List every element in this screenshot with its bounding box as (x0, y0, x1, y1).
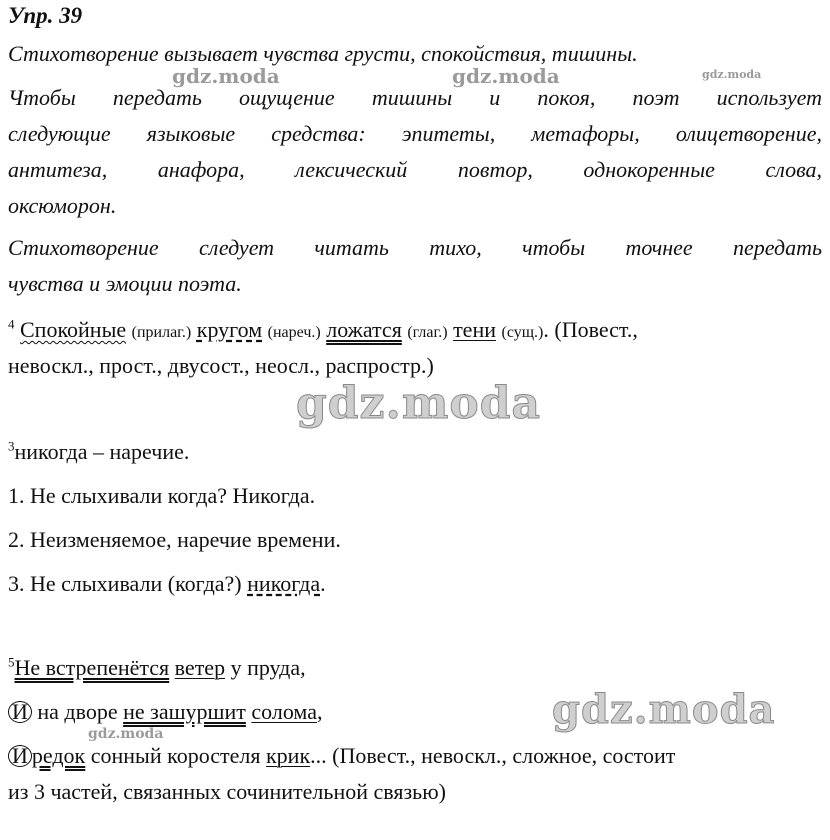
word-analysis-title: никогда – наречие. (14, 439, 190, 464)
predicate-words: Не встрепенётся (14, 655, 170, 680)
footnote-number: 3 (8, 438, 15, 454)
analysis-5-line-1 (8, 654, 306, 682)
subject-word: крик (265, 743, 311, 768)
pos-tag: (прилаг.) (131, 324, 192, 341)
paragraph-means-line-2: следующие языковые средства: эпитеты, метафоры, олицетворение, (8, 121, 822, 146)
sentence-characteristics: ... (Повест., невоскл., сложное, состоит (310, 743, 676, 768)
paragraph-feelings: Стихотворение вызывает чувства грусти, спокойствия, тишины. (8, 41, 638, 66)
verb-word: ложатся (326, 317, 402, 342)
analysis-3-item-1: 1. Не слыхивали когда? Никогда. (8, 483, 316, 508)
footnote-number: 5 (8, 654, 15, 670)
subject-word: солома (251, 699, 317, 724)
analysis-4-line-1 (8, 316, 638, 347)
pos-tag: (нареч.) (267, 324, 321, 341)
watermark: gdz.moda (452, 64, 560, 88)
sentence-characteristics: . (Повест., (543, 317, 638, 342)
watermark: gdz.moda (296, 378, 542, 429)
watermark: gdz.moda (88, 726, 164, 742)
paragraph-means-line-3: антитеза, анафора, лексический повтор, однокоренные слова, (8, 157, 822, 182)
item-text: 3. Не слыхивали (когда?) (8, 571, 248, 596)
analysis-3-item-2: 2. Неизменяемое, наречие времени. (8, 527, 341, 552)
analysis-4-line-2: невоскл., прост., двусост., неосл., распростр.) (8, 353, 434, 378)
paragraph-reading-line-1: Стихотворение следует читать тихо, чтобы точнее передать (8, 235, 822, 260)
adverb-word: никогда (247, 571, 321, 596)
predicate-word: редок (31, 743, 86, 768)
adverb-word: кругом (196, 317, 263, 342)
analysis-5-line-3 (8, 742, 675, 770)
footnote-number: 4 (8, 316, 15, 332)
subject-word: ветер (174, 655, 226, 680)
pos-tag: (глаг.) (407, 324, 448, 341)
line-text: у пруда, (230, 655, 306, 680)
line-text: сонный коростеля (85, 743, 266, 768)
analysis-3-item-3 (8, 570, 326, 598)
noun-word: тени (453, 317, 496, 342)
analysis-3-head (8, 438, 189, 466)
exercise-title: Упр. 39 (8, 3, 83, 28)
item-text: . (320, 571, 326, 596)
paragraph-means-line-4: оксюморон. (8, 193, 117, 218)
line-text: на дворе (31, 699, 124, 724)
paragraph-means-line-1: Чтобы передать ощущение тишины и покоя, поэт использует (8, 85, 822, 110)
conjunction-circle: И (8, 745, 32, 767)
adjective-word: Спокойные (20, 317, 127, 342)
pos-tag: (сущ.) (501, 324, 544, 341)
paragraph-reading-line-2: чувства и эмоции поэта. (8, 271, 242, 296)
predicate-words: не зашуршит (123, 699, 246, 724)
analysis-5-line-2 (8, 698, 322, 726)
conjunction-circle: И (8, 701, 32, 723)
watermark: gdz.moda (702, 68, 762, 81)
watermark: gdz.moda (552, 686, 776, 733)
analysis-5-line-4: из 3 частей, связанных сочинительной связью) (8, 779, 446, 804)
watermark: gdz.moda (172, 64, 280, 88)
line-text: , (316, 699, 323, 724)
